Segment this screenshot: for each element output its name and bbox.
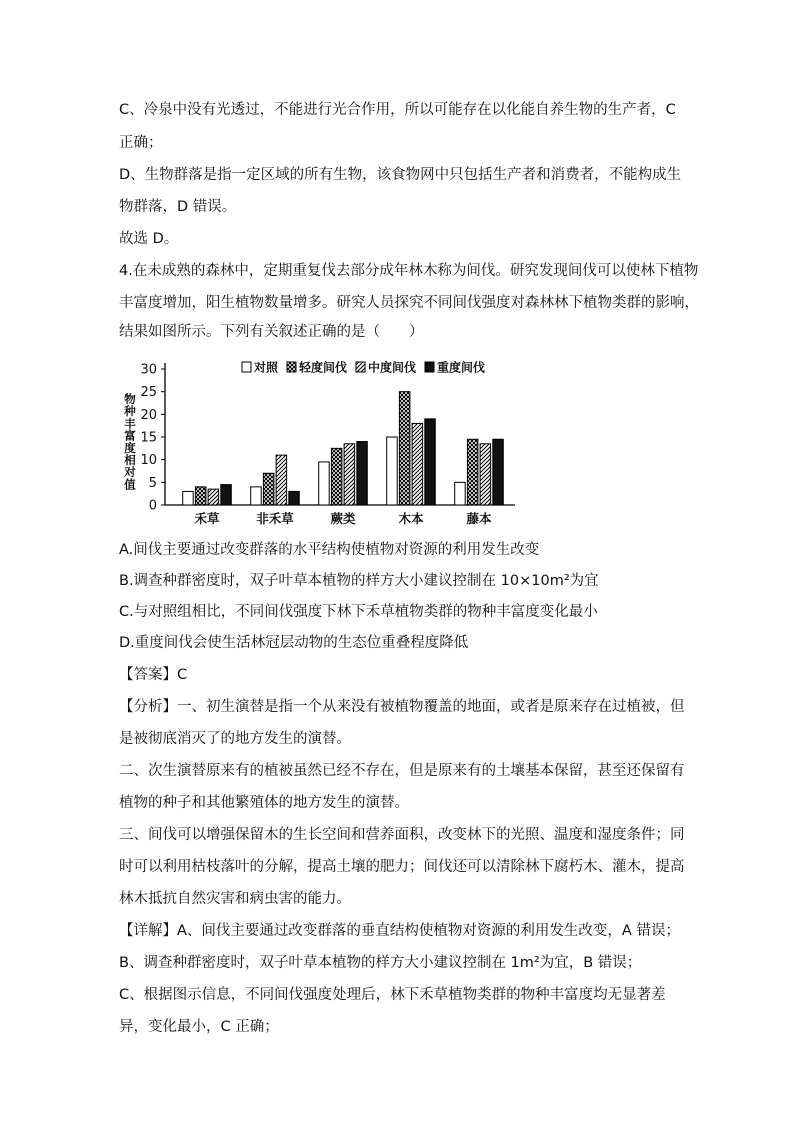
analysis-line: 时可以利用枯枝落叶的分解，提高土壤的肥力；间伐还可以清除林下腐朽木、灌木，提高 xyxy=(119,859,685,875)
question-4-line: 丰富度增加，阳生植物数量增多。研究人员探究不同间伐强度对森林林下植物类群的影响， xyxy=(119,295,699,311)
bar-white xyxy=(319,462,330,505)
legend-swatch xyxy=(425,362,434,372)
x-category-label: 藤本 xyxy=(466,511,492,526)
analysis-line: 一、初生演替是指一个从来没有被植物覆盖的地面，或者是原来存在过植被，但 xyxy=(177,699,685,715)
analysis-line: 植物的种子和其他繁殖体的地方发生的演替。 xyxy=(119,795,409,811)
bar-white xyxy=(387,437,398,505)
detail-row xyxy=(119,921,680,941)
text-line: 故选 D。 xyxy=(119,231,179,247)
bar-black xyxy=(221,485,232,505)
bar-diagonal xyxy=(412,423,423,505)
answer-tag: 【答案】 xyxy=(119,667,177,683)
bar-crosshatch xyxy=(195,487,206,505)
bar-crosshatch xyxy=(263,473,274,505)
bar-black xyxy=(289,491,300,505)
bar-diagonal xyxy=(276,455,287,505)
text-line: D、生物群落是指一定区域的所有生物，该食物网中只包括生产者和消费者，不能构成生 xyxy=(119,167,682,183)
y-tick-label: 20 xyxy=(140,407,157,423)
analysis-line: 三、间伐可以增强保留木的生长空间和营养面积，改变林下的光照、温度和湿度条件；同 xyxy=(119,827,685,843)
analysis-tag: 【分析】 xyxy=(119,699,177,715)
y-tick-label: 30 xyxy=(140,362,157,378)
bar-crosshatch xyxy=(331,448,342,505)
detail-line: B、调查种群密度时，双子叶草本植物的样方大小建议控制在 1m²为宜，B 错误； xyxy=(119,955,642,971)
bar-black xyxy=(493,439,504,505)
x-category-label: 非禾草 xyxy=(256,511,294,526)
y-tick-label: 10 xyxy=(140,453,157,469)
text-line: 物群落，D 错误。 xyxy=(119,199,237,215)
bar-diagonal xyxy=(480,444,491,505)
legend-swatch xyxy=(242,362,251,372)
legend-label: 中度间伐 xyxy=(368,360,417,375)
detail-tag: 【详解】 xyxy=(119,923,177,939)
bar-diagonal xyxy=(344,444,355,505)
detail-line: A、间伐主要通过改变群落的垂直结构使植物对资源的利用发生改变，A 错误； xyxy=(177,923,680,939)
detail-line: 异，变化最小，C 正确； xyxy=(119,1019,279,1035)
y-tick-label: 0 xyxy=(148,498,157,514)
bar-black xyxy=(425,419,436,505)
answer-value: C xyxy=(177,667,188,683)
bar-white xyxy=(183,491,194,505)
option-b: B.调查种群密度时，双子叶草本植物的样方大小建议控制在 10×10m²为宜 xyxy=(119,573,599,589)
analysis-line: 是被彻底消灭了的地方发生的演替。 xyxy=(119,731,351,747)
y-tick-label: 5 xyxy=(148,475,157,491)
x-category-label: 禾草 xyxy=(194,511,220,526)
text-line: C、冷泉中没有光透过，不能进行光合作用，所以可能存在以化能自养生物的生产者，C xyxy=(119,102,676,118)
bar-chart xyxy=(110,355,530,530)
bar-chart-svg xyxy=(110,355,530,530)
y-axis-label: 物种丰富度相对值 xyxy=(124,392,136,492)
analysis-row xyxy=(119,697,685,717)
text-line: 正确； xyxy=(119,135,163,151)
bar-crosshatch xyxy=(399,392,410,505)
legend-label: 轻度间伐 xyxy=(299,360,348,375)
bar-white xyxy=(455,482,466,505)
bar-diagonal xyxy=(208,489,219,505)
bar-crosshatch xyxy=(467,439,478,505)
question-4-line: 结果如图所示。下列有关叙述正确的是（ ） xyxy=(119,324,424,340)
analysis-line: 二、次生演替原来有的植被虽然已经不存在，但是原来有的土壤基本保留，甚至还保留有 xyxy=(119,763,685,779)
option-a: A.间伐主要通过改变群落的水平结构使植物对资源的利用发生改变 xyxy=(119,542,540,558)
y-tick-label: 25 xyxy=(140,385,157,401)
option-c: C.与对照组相比，不同间伐强度下林下禾草植物类群的物种丰富度变化最小 xyxy=(119,604,598,620)
detail-line: C、根据图示信息，不同间伐强度处理后，林下禾草植物类群的物种丰富度均无显著差 xyxy=(119,987,666,1003)
legend-swatch xyxy=(356,362,365,372)
option-d: D.重度间伐会使生活林冠层动物的生态位重叠程度降低 xyxy=(119,635,469,651)
x-category-label: 木本 xyxy=(398,511,424,526)
bar-black xyxy=(357,442,368,505)
bar-white xyxy=(251,487,262,505)
question-4-line: 4.在未成熟的森林中，定期重复伐去部分成年林木称为间伐。研究发现间伐可以使林下植物 xyxy=(119,263,699,279)
x-category-label: 蕨类 xyxy=(330,511,356,526)
y-tick-label: 15 xyxy=(140,430,157,446)
legend-swatch xyxy=(287,362,296,372)
answer-row xyxy=(119,665,187,685)
legend-label: 重度间伐 xyxy=(437,360,486,375)
legend-label: 对照 xyxy=(254,360,279,375)
analysis-line: 林木抵抗自然灾害和病虫害的能力。 xyxy=(119,891,351,907)
